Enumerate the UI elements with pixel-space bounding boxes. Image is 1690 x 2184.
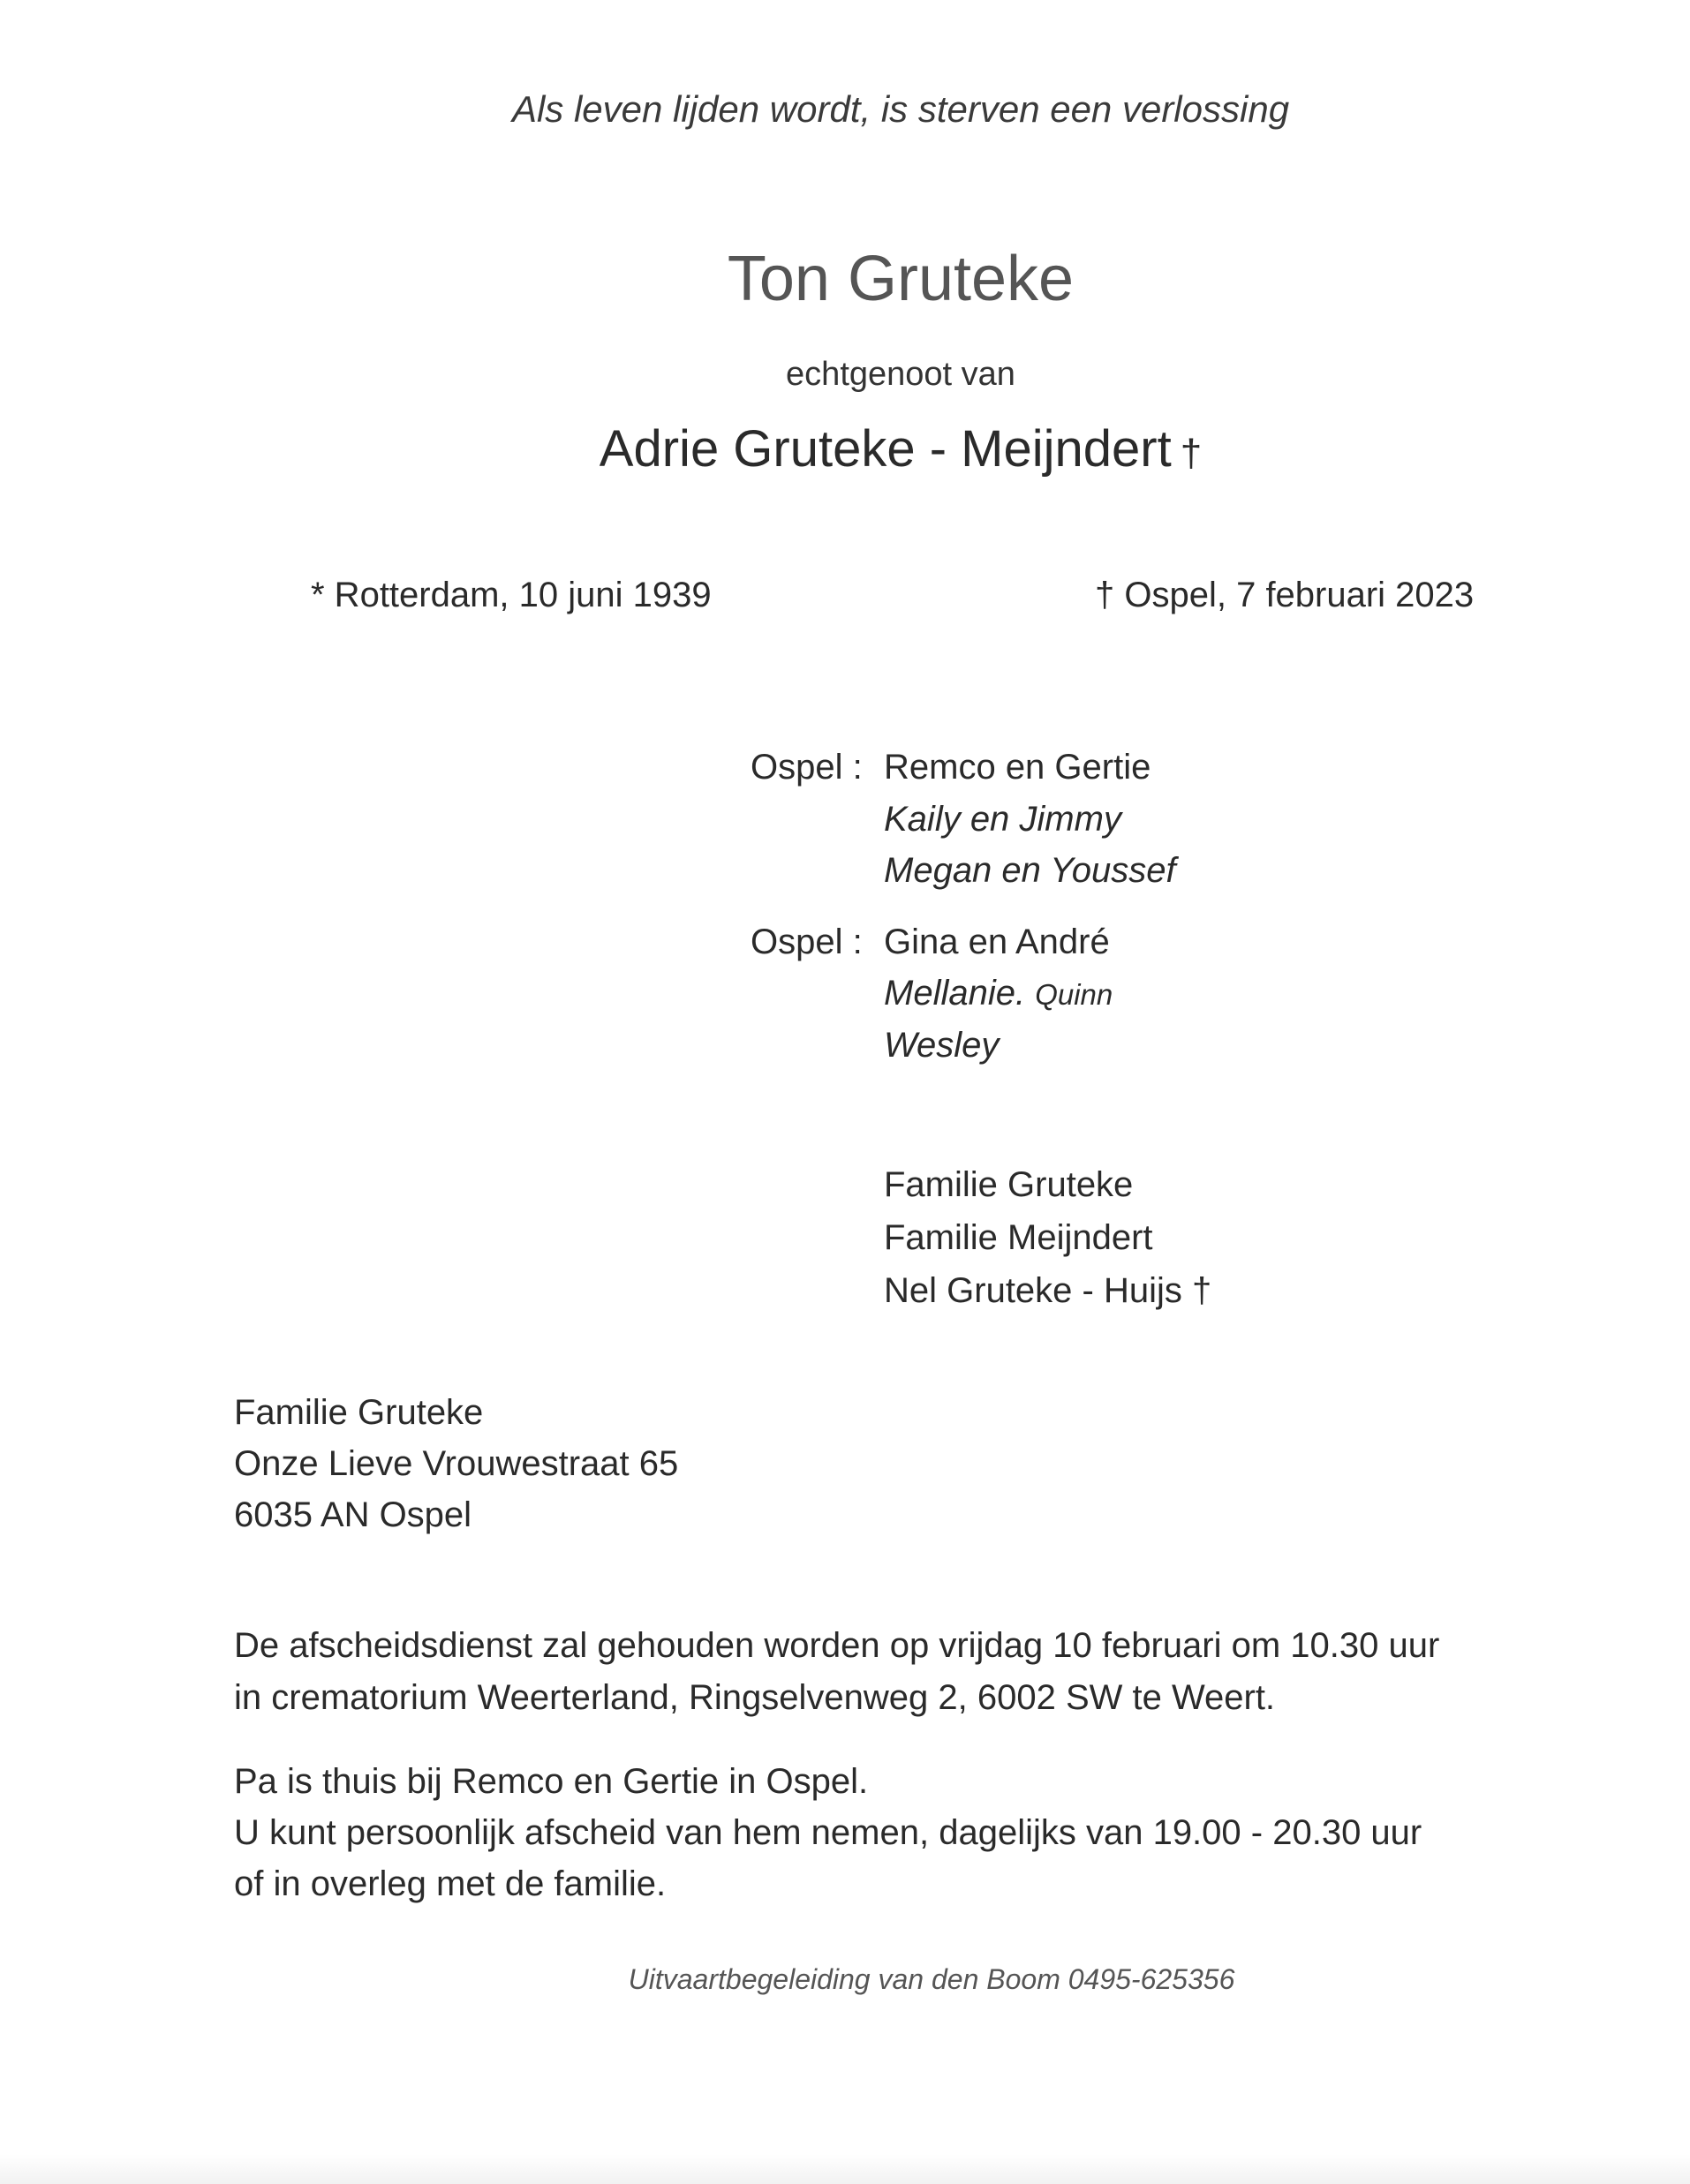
visitation-line: of in overleg met de familie. xyxy=(234,1864,667,1903)
service-line: in crematorium Weerterland, Ringselvenweg 2, 6002 SW te Weert. xyxy=(234,1678,1276,1717)
address-line: 6035 AN Ospel xyxy=(234,1495,472,1534)
extended-family-item: Familie Gruteke xyxy=(884,1165,1134,1204)
motto: Als leven lijden wordt, is sterven een verlossing xyxy=(511,88,1290,130)
extended-family-item: Familie Meijndert xyxy=(884,1218,1153,1257)
service-line: De afscheidsdienst zal gehouden worden op vrijdag 10 februari om 10.30 uur xyxy=(234,1626,1440,1665)
relation-label: echtgenoot van xyxy=(786,356,1015,393)
spouse-line xyxy=(0,419,1690,478)
visitation-line: Pa is thuis bij Remco en Gertie in Ospel. xyxy=(234,1762,869,1801)
family-location: Ospel : xyxy=(751,748,863,787)
grandchild-partner: Quinn xyxy=(1035,978,1113,1011)
deceased-name: Ton Gruteke xyxy=(727,244,1075,314)
visitation-line: U kunt persoonlijk afscheid van hem nemen, dagelijks van 19.00 - 20.30 uur xyxy=(234,1813,1422,1852)
grandchild-name: Mellanie. xyxy=(884,974,1026,1013)
page-bottom-edge xyxy=(0,2154,1690,2184)
grandchild xyxy=(884,974,1113,1013)
spouse-name: Adrie Gruteke - Meijndert xyxy=(599,420,1172,478)
address-line: Onze Lieve Vrouwestraat 65 xyxy=(234,1444,679,1483)
grandchild: Kaily en Jimmy xyxy=(884,800,1121,839)
death-info: † Ospel, 7 februari 2023 xyxy=(1095,576,1475,614)
address-line: Familie Gruteke xyxy=(234,1393,484,1432)
family-location: Ospel : xyxy=(751,923,863,961)
cross-icon: † xyxy=(1180,432,1203,475)
family-couple: Gina en André xyxy=(884,923,1110,961)
extended-family-item: Nel Gruteke - Huijs † xyxy=(884,1271,1212,1310)
family-couple: Remco en Gertie xyxy=(884,748,1151,787)
grandchild: Wesley xyxy=(884,1026,1000,1065)
birth-info: * Rotterdam, 10 juni 1939 xyxy=(311,576,712,614)
grandchild: Megan en Youssef xyxy=(884,851,1176,890)
funeral-director-footer: Uitvaartbegeleiding van den Boom 0495-625356 xyxy=(628,1963,1235,1995)
